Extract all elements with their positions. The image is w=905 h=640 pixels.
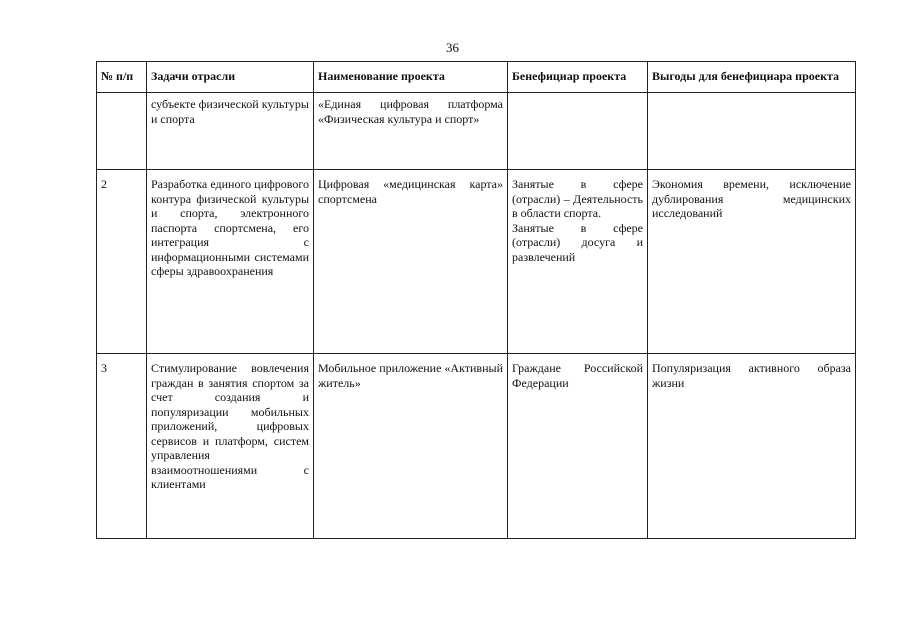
cell-num: 3	[97, 354, 147, 539]
header-benefits: Выгоды для бенефициара проекта	[648, 62, 856, 93]
header-project: Наименование проекта	[314, 62, 508, 93]
cell-project: Мобильное приложение «Активный житель»	[314, 354, 508, 539]
cell-benefits: Экономия времени, исключение дублирования медицинских исследований	[648, 170, 856, 354]
beneficiary-text: Занятые в сфере (отрасли) досуга и развлечений	[512, 220, 643, 264]
beneficiary-text: Граждане Российской Федерации	[512, 361, 643, 390]
cell-benefits: Популяризация активного образа жизни	[648, 354, 856, 539]
table-row	[97, 354, 856, 539]
cell-benefits	[648, 93, 856, 170]
cell-project: Цифровая «медицинская карта» спортсмена	[314, 170, 508, 354]
cell-beneficiary	[508, 93, 648, 170]
header-beneficiary: Бенефициар проекта	[508, 62, 648, 93]
cell-beneficiary	[508, 354, 648, 539]
cell-task: Разработка единого цифрового контура физической культуры и спорта, электронного паспорта спортсмена, его интеграция с информационными системами сферы здравоохранения	[147, 170, 314, 354]
cell-task: субъекте физической культуры и спорта	[147, 93, 314, 170]
header-task: Задачи отрасли	[147, 62, 314, 93]
cell-project: «Единая цифровая платформа «Физическая культура и спорт»	[314, 93, 508, 170]
cell-num	[97, 93, 147, 170]
table-row	[97, 170, 856, 354]
cell-task: Стимулирование вовлечения граждан в занятия спортом за счет создания и популяризации мобильных приложений, цифровых сервисов и платформ, систем управления взаимоотношениями с клиентами	[147, 354, 314, 539]
page-number: 36	[446, 40, 459, 55]
projects-table	[96, 61, 856, 539]
cell-beneficiary	[508, 170, 648, 354]
cell-num: 2	[97, 170, 147, 354]
header-num: № п/п	[97, 62, 147, 93]
beneficiary-text: Занятые в сфере (отрасли) – Деятельность в области спорта.	[512, 177, 643, 220]
table-header-row	[97, 62, 856, 93]
table-row	[97, 93, 856, 170]
